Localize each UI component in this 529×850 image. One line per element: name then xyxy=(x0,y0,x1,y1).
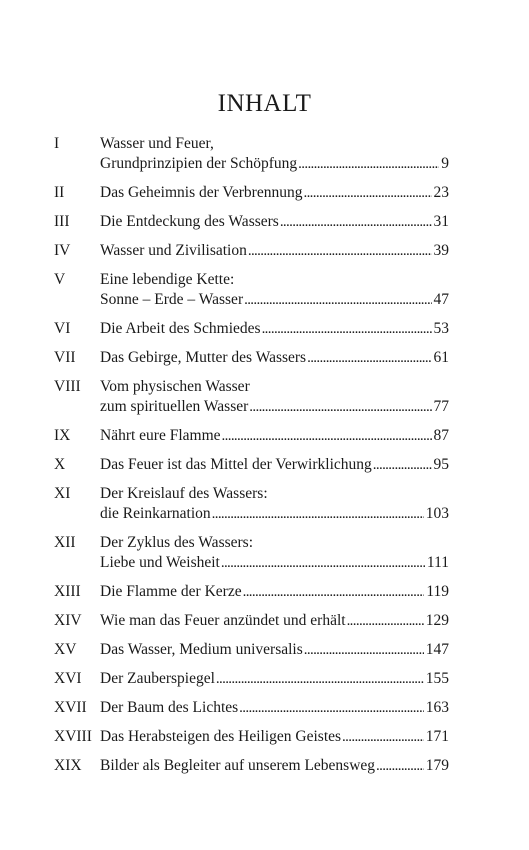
chapter-number: II xyxy=(54,184,65,201)
toc-entry xyxy=(54,727,449,747)
toc-entry xyxy=(54,669,449,689)
chapter-number: XI xyxy=(54,485,71,502)
dot-leader xyxy=(280,212,432,232)
toc-entry xyxy=(54,582,449,602)
chapter-number: V xyxy=(54,271,66,288)
page-number: 87 xyxy=(433,427,449,444)
toc-entry xyxy=(54,241,449,261)
table-of-contents xyxy=(54,134,449,785)
chapter-title-block xyxy=(100,270,449,310)
dot-leader xyxy=(376,756,424,776)
chapter-number: XVI xyxy=(54,670,82,687)
chapter-title-last-line xyxy=(100,553,449,573)
page-number: 9 xyxy=(441,155,449,172)
chapter-title-block xyxy=(100,727,449,747)
chapter-title-line: Der Kreislauf des Wassers: xyxy=(100,485,268,502)
toc-entry xyxy=(54,183,449,203)
page-number: 61 xyxy=(433,349,449,366)
chapter-title-line: Liebe und Weisheit xyxy=(100,554,220,571)
chapter-title-block xyxy=(100,669,449,689)
chapter-number: VIII xyxy=(54,378,81,395)
chapter-title-block xyxy=(100,319,449,339)
chapter-title-line: Wasser und Feuer, xyxy=(100,135,214,152)
toc-entry xyxy=(54,611,449,631)
dot-leader xyxy=(239,698,424,718)
chapter-title-block xyxy=(100,348,449,368)
toc-entry xyxy=(54,348,449,368)
chapter-number: XIV xyxy=(54,612,82,629)
chapter-number: XVIII xyxy=(54,728,92,745)
page-number: 147 xyxy=(425,641,449,658)
chapter-title-last-line xyxy=(100,212,449,232)
toc-entry xyxy=(54,426,449,446)
dot-leader xyxy=(243,582,425,602)
chapter-number: VI xyxy=(54,320,71,337)
page-number: 163 xyxy=(425,699,449,716)
chapter-title-line: Vom physischen Wasser xyxy=(100,378,250,395)
page-number: 47 xyxy=(433,291,449,308)
page-number: 155 xyxy=(425,670,449,687)
dot-leader xyxy=(304,640,424,660)
chapter-title-last-line xyxy=(100,397,449,417)
toc-entry xyxy=(54,533,449,573)
toc-entry xyxy=(54,640,449,660)
chapter-title-last-line xyxy=(100,582,449,602)
chapter-title-line: Die Arbeit des Schmiedes xyxy=(100,320,261,337)
chapter-title-last-line xyxy=(100,154,449,174)
chapter-title-line: Wasser und Zivilisation xyxy=(100,242,247,259)
chapter-title-line: Die Flamme der Kerze xyxy=(100,583,242,600)
page-number: 179 xyxy=(425,757,449,774)
chapter-title-block xyxy=(100,241,449,261)
page-number: 77 xyxy=(433,398,449,415)
chapter-number: XIX xyxy=(54,757,82,774)
chapter-title-line: Das Wasser, Medium universalis xyxy=(100,641,303,658)
toc-entry xyxy=(54,212,449,232)
dot-leader xyxy=(216,669,424,689)
chapter-title-last-line xyxy=(100,756,449,776)
dot-leader xyxy=(298,154,439,174)
dot-leader xyxy=(373,455,432,475)
chapter-number: III xyxy=(54,213,70,230)
toc-entry xyxy=(54,756,449,776)
chapter-number: IX xyxy=(54,427,71,444)
chapter-title-block xyxy=(100,377,449,417)
chapter-title-last-line xyxy=(100,319,449,339)
chapter-number: XV xyxy=(54,641,77,658)
chapter-title-last-line xyxy=(100,727,449,747)
chapter-title-block xyxy=(100,183,449,203)
chapter-title-line: Das Geheimnis der Verbrennung xyxy=(100,184,303,201)
page-number: 95 xyxy=(433,456,449,473)
toc-entry xyxy=(54,377,449,417)
chapter-number: IV xyxy=(54,242,71,259)
chapter-title-line: zum spirituellen Wasser xyxy=(100,398,249,415)
chapter-title-block xyxy=(100,134,449,174)
chapter-number: VII xyxy=(54,349,76,366)
toc-entry xyxy=(54,698,449,718)
chapter-title-block xyxy=(100,455,449,475)
chapter-title-line: Sonne – Erde – Wasser xyxy=(100,291,244,308)
chapter-title-line: Das Gebirge, Mutter des Wassers xyxy=(100,349,307,366)
chapter-title-line: Bilder als Begleiter auf unserem Lebensweg xyxy=(100,757,376,774)
page-number: 103 xyxy=(425,505,449,522)
dot-leader xyxy=(212,504,424,524)
chapter-title-block xyxy=(100,611,449,631)
toc-entry xyxy=(54,319,449,339)
dot-leader xyxy=(342,727,424,747)
chapter-title-line: Das Feuer ist das Mittel der Verwirklichung xyxy=(100,456,372,473)
dot-leader xyxy=(347,611,424,631)
chapter-title-line: Eine lebendige Kette: xyxy=(100,271,235,288)
toc-entry xyxy=(54,134,449,174)
chapter-title-line: Der Baum des Lichtes xyxy=(100,699,239,716)
dot-leader xyxy=(303,183,431,203)
page-number: 31 xyxy=(433,213,449,230)
toc-entry xyxy=(54,484,449,524)
dot-leader xyxy=(222,426,432,446)
chapter-number: XIII xyxy=(54,583,81,600)
chapter-title-block xyxy=(100,484,449,524)
page-number: 119 xyxy=(426,583,449,600)
chapter-title-line: Der Zauberspiegel xyxy=(100,670,215,687)
chapter-title-block xyxy=(100,533,449,573)
chapter-title-last-line xyxy=(100,455,449,475)
chapter-title-block xyxy=(100,582,449,602)
chapter-title-last-line xyxy=(100,504,449,524)
chapter-title-line: Nährt eure Flamme xyxy=(100,427,221,444)
chapter-title-last-line xyxy=(100,290,449,310)
dot-leader xyxy=(249,397,431,417)
toc-entry xyxy=(54,455,449,475)
chapter-title-line: Wie man das Feuer anzündet und erhält xyxy=(100,612,346,629)
chapter-title-block xyxy=(100,698,449,718)
chapter-number: X xyxy=(54,456,66,473)
chapter-title-last-line xyxy=(100,698,449,718)
chapter-title-last-line xyxy=(100,611,449,631)
chapter-title-last-line xyxy=(100,241,449,261)
page-number: 23 xyxy=(433,184,449,201)
chapter-number: XVII xyxy=(54,699,87,716)
chapter-title-last-line xyxy=(100,348,449,368)
chapter-title-block xyxy=(100,426,449,446)
chapter-title-line: Grundprinzipien der Schöpfung xyxy=(100,155,298,172)
chapter-title-line: Der Zyklus des Wassers: xyxy=(100,534,254,551)
chapter-title-block xyxy=(100,756,449,776)
chapter-number: I xyxy=(54,135,60,152)
page-number: 171 xyxy=(425,728,449,745)
dot-leader xyxy=(307,348,431,368)
dot-leader xyxy=(262,319,432,339)
page-number: 129 xyxy=(425,612,449,629)
chapter-title-last-line xyxy=(100,183,449,203)
chapter-number: XII xyxy=(54,534,76,551)
dot-leader xyxy=(244,290,431,310)
chapter-title-block xyxy=(100,640,449,660)
dot-leader xyxy=(248,241,432,261)
dot-leader xyxy=(221,553,425,573)
chapter-title-last-line xyxy=(100,669,449,689)
chapter-title-line: Die Entdeckung des Wassers xyxy=(100,213,279,230)
chapter-title-line: die Reinkarnation xyxy=(100,505,211,522)
chapter-title-line: Das Herabsteigen des Heiligen Geistes xyxy=(100,728,342,745)
page-number: 39 xyxy=(433,242,449,259)
page-number: 111 xyxy=(426,554,449,571)
chapter-title-block xyxy=(100,212,449,232)
chapter-title-last-line xyxy=(100,640,449,660)
page-number: 53 xyxy=(433,320,449,337)
page-title: INHALT xyxy=(217,90,312,117)
toc-entry xyxy=(54,270,449,310)
chapter-title-last-line xyxy=(100,426,449,446)
